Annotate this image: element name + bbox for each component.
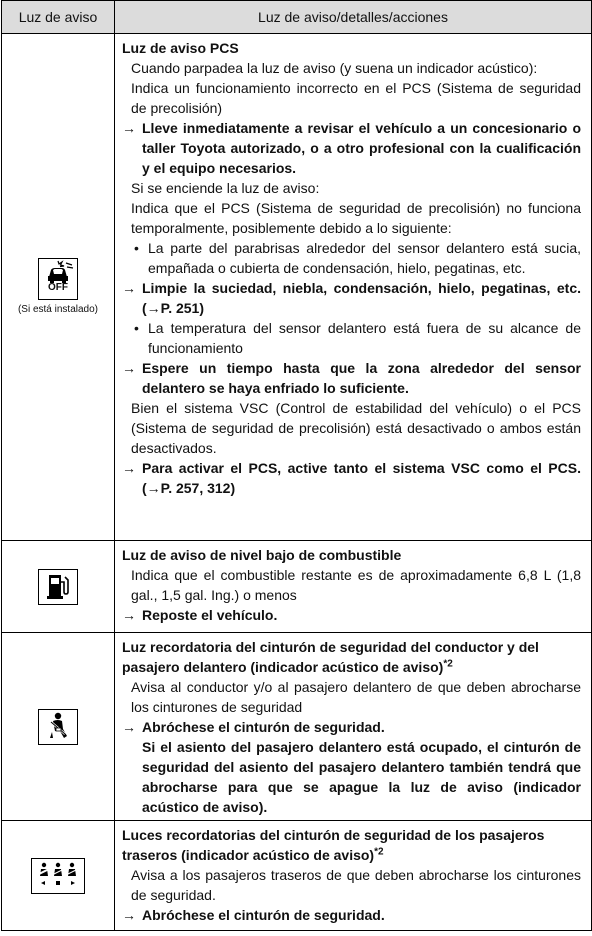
table-header-row — [2, 1, 592, 34]
detail-text: Indica que el PCS (Sistema de seguridad de precolisión) no funciona temporalmente, posiblemente debido a lo siguiente: — [131, 200, 581, 236]
details-cell — [115, 541, 592, 633]
details-cell — [115, 34, 592, 541]
action-text: → Abróchese el cinturón de seguridad. — [122, 907, 385, 923]
pcs-off-icon — [38, 258, 78, 300]
details-cell — [115, 821, 592, 931]
detail-text: Avisa al conductor y/o al pasajero delantero de que deben abrocharse los cinturones de seguridad — [131, 679, 581, 715]
row-title: Luces recordatorias del cinturón de seguridad de los pasajeros traseros (indicador acústico de aviso)$^{*2}$ — [122, 827, 545, 863]
table-row — [2, 633, 592, 821]
row-title: Luz de aviso PCS — [122, 40, 239, 56]
installed-note: (Si está instalado) — [17, 303, 99, 315]
bullet-item: • La parte del parabrisas alrededor del sensor delantero está sucia, empañada o cubierta de condensación, hielo, pegatinas, etc. — [134, 240, 581, 276]
header-warning-light: Luz de aviso — [2, 1, 115, 34]
table-row — [2, 34, 592, 541]
row-title: Luz recordatoria del cinturón de seguridad del conductor y del pasajero delantero (indicador acústico de aviso)$^{*2}$ — [122, 639, 539, 675]
icon-cell — [2, 541, 115, 633]
detail-text: Indica un funcionamiento incorrecto en el PCS (Sistema de seguridad de precolisión) — [131, 80, 581, 116]
icon-cell — [2, 633, 115, 821]
icon-cell — [2, 34, 115, 541]
pcs-icon-wrap — [18, 258, 98, 315]
detail-text: Avisa a los pasajeros traseros de que deben abrocharse los cinturones de seguridad. — [131, 867, 581, 903]
details-cell — [115, 633, 592, 821]
pcs-car-icon — [40, 259, 76, 285]
icon-cell — [2, 821, 115, 931]
fuel-pump-icon — [38, 569, 78, 605]
warning-lights-table — [1, 0, 592, 931]
detail-text: Bien el sistema VSC (Control de estabilidad del vehículo) o el PCS (Sistema de seguridad de precolisión) está desactivado o ambos están desactivados. — [131, 400, 581, 456]
pcs-off-label: OFF — [47, 281, 68, 293]
action-text: → Espere un tiempo hasta que la zona alrededor del sensor delantero se haya enfriado lo suficiente. — [122, 360, 581, 396]
rear-seatbelt-icon — [31, 858, 85, 894]
detail-text: Indica que el combustible restante es de aproximadamente 6,8 L (1,8 gal., 1,5 gal. Ing.) o menos — [131, 567, 581, 603]
row-title: Luz de aviso de nivel bajo de combustible — [122, 547, 402, 563]
header-details-actions: Luz de aviso/detalles/acciones — [115, 1, 592, 34]
table-row — [2, 541, 592, 633]
seatbelt-icon — [38, 709, 78, 745]
table-row — [2, 821, 592, 931]
action-text: → Para activar el PCS, active tanto el sistema VSC como el PCS. (→P. 257, 312) — [122, 460, 581, 496]
action-text: → Abróchese el cinturón de seguridad. — [122, 719, 385, 735]
action-text: → Reposte el vehículo. — [122, 607, 278, 623]
action-text: → Limpie la suciedad, niebla, condensación, hielo, pegatinas, etc. (→P. 251) — [122, 280, 581, 316]
detail-text: Si se enciende la luz de aviso: — [131, 180, 320, 196]
detail-text: Cuando parpadea la luz de aviso (y suena un indicador acústico): — [131, 60, 538, 76]
action-subtext: Si el asiento del pasajero delantero está ocupado, el cinturón de seguridad del asiento del pasajero delantero también tendrá que abrocharse para que se apague la luz de aviso (indicador acústico de aviso). — [142, 739, 581, 815]
action-text: → Lleve inmediatamente a revisar el vehículo a un concesionario o taller Toyota autorizado, o a otro profesional con la cualificación y el equipo necesarios. — [122, 120, 581, 176]
bullet-item: • La temperatura del sensor delantero está fuera de su alcance de funcionamiento — [134, 320, 581, 356]
